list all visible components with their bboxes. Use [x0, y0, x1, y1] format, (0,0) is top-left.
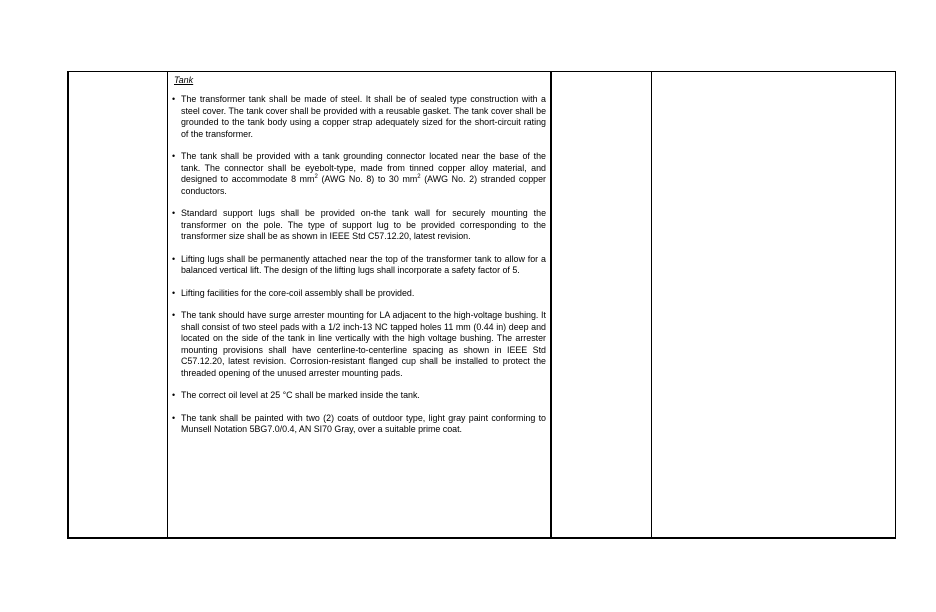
bullet-icon: •: [172, 390, 176, 400]
list-item: [172, 288, 546, 300]
list-item-text-part: (AWG No. 2) stranded copper conductors.: [181, 174, 546, 196]
list-item-text: Lifting facilities for the core-coil assembly shall be provided.: [181, 287, 415, 298]
list-item-text: The tank should have surge arrester mounting for LA adjacent to the high-voltage bushing. It shall consist of two steel pads with a 1/2 inch-13 NC tapped holes 11 mm (0.44 in) deep and located on the side of the tank in line vertically with the high voltage bushing. The arrester mounting provisions shall have centerline-to-centerline spacing as shown in IEEE Std C57.12.20, latest revision. Corrosion-resistant flanged cup shall be installed to protect the threaded opening of the unused arrester mounting pads.: [181, 310, 546, 378]
list-item-text-part: The tank shall be provided with a tank grounding connector located near the base of the tank. The connector shall be eyebolt-type, made from tinned copper alloy material, and designed to accommodate 8 mm: [181, 151, 546, 184]
list-item: [172, 254, 546, 277]
bullet-icon: •: [172, 94, 176, 104]
remarks-cell: [652, 72, 896, 539]
list-item-text-part: (AWG No. 8) to 30 mm: [317, 174, 418, 184]
list-item: [172, 310, 546, 379]
list-item-text: Lifting lugs shall be permanently attached near the top of the transformer tank to allow for a balanced vertical lift. The design of the lifting lugs shall incorporate a safety factor of 5.: [181, 253, 546, 275]
specification-cell: [168, 72, 552, 539]
list-item: [172, 208, 546, 243]
compliance-cell: [551, 72, 652, 539]
section-heading: Tank: [174, 75, 194, 85]
list-item: [172, 94, 546, 140]
table-row: [68, 72, 896, 539]
list-item: [172, 151, 546, 197]
superscript: 2: [314, 174, 318, 181]
bullet-icon: •: [172, 287, 176, 298]
requirements-list: [172, 94, 546, 436]
superscript: 2: [417, 174, 421, 181]
list-item: [172, 413, 546, 436]
list-item-text: Standard support lugs shall be provided on-the tank wall for securely mounting the transformer on the pole. The type of support lug to be provided corresponding to the transformer size shall be as shown in IEEE Std C57.12.20, latest revision.: [181, 208, 546, 241]
bullet-icon: •: [172, 208, 176, 218]
bullet-icon: •: [172, 253, 176, 264]
list-item: [172, 390, 546, 402]
list-item-text: The tank shall be painted with two (2) coats of outdoor type, light gray paint conforming to Munsell Notation 5BG7.0/0.4, AN SI70 Gray, over a suitable prime coat.: [181, 412, 546, 434]
specification-content: [168, 72, 550, 436]
list-item-text: The transformer tank shall be made of steel. It shall be of sealed type construction with a steel cover. The tank cover shall be provided with a reusable gasket. The tank cover shall be grounded to the tank body using a copper strap adequately sized for the short-circuit rating of the transformer.: [181, 94, 546, 139]
item-number-cell: [68, 72, 168, 539]
bullet-icon: •: [172, 151, 176, 161]
list-item-text: The correct oil level at 25 °C shall be marked inside the tank.: [181, 390, 420, 400]
bullet-icon: •: [172, 310, 176, 320]
bullet-icon: •: [172, 412, 176, 423]
specification-table: [67, 71, 896, 539]
list-item-text: [181, 151, 546, 196]
